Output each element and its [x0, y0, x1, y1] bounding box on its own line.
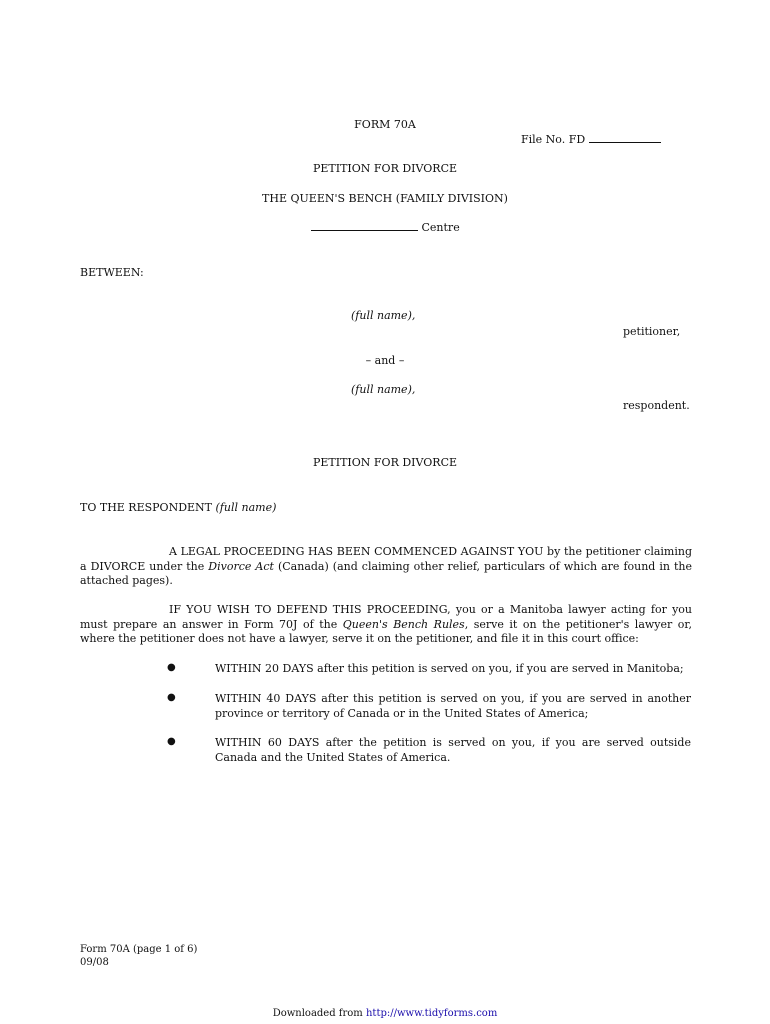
centre-field[interactable]	[311, 221, 418, 231]
to-respondent-prefix: TO THE RESPONDENT	[80, 501, 213, 514]
centre-label: Centre	[421, 221, 460, 234]
para2-text-b: , serve it on the petitioner's lawyer or, where the petitioner does not have a lawyer, serve it on the petitioner, and file it in this court office:	[80, 617, 692, 646]
deadline-item-canada-usa: WITHIN 40 DAYS after this petition is served on you, if you are served in another province or territory of Canada or in the United States of America;	[215, 692, 691, 720]
petitioner-role: petitioner,	[623, 325, 681, 338]
date-code: 09/08	[80, 956, 109, 968]
qb-rules-citation: Queen's Bench Rules	[342, 617, 465, 631]
paragraph-legal-proceeding	[80, 545, 692, 589]
respondent-name-placeholder[interactable]: (full name)	[351, 383, 412, 396]
bullet-icon: ●	[167, 692, 176, 703]
download-link[interactable]: http://www.tidyforms.com	[365, 1008, 498, 1019]
respondent-name: (full name),	[351, 383, 416, 396]
divorce-act-citation: Divorce Act	[208, 559, 274, 573]
page-label: Form 70A (page 1 of 6)	[80, 944, 198, 955]
download-notice	[0, 1008, 770, 1019]
deadline-item-outside: WITHIN 60 DAYS after the petition is served on you, if you are served outside Canada and the United States of America.	[215, 736, 691, 764]
para2-text-a: IF YOU WISH TO DEFEND THIS PROCEEDING, you or a Manitoba lawyer acting for you must prepare an answer in Form 70J of the	[80, 603, 692, 631]
centre-line	[311, 221, 460, 234]
petitioner-name: (full name),	[351, 309, 416, 322]
bullet-icon: ●	[167, 662, 176, 673]
deadline-item-manitoba: WITHIN 20 DAYS after this petition is served on you, if you are served in Manitoba;	[215, 662, 684, 675]
and-separator: – and –	[365, 354, 405, 367]
bullet-icon: ●	[167, 736, 176, 747]
file-number-label: File No. FD	[521, 133, 586, 146]
file-number	[521, 133, 661, 146]
para1-text-b: (Canada) (and claiming other relief, particulars of which are found in the attached pages).	[80, 559, 693, 588]
petition-title: PETITION FOR DIVORCE	[312, 162, 458, 175]
court-name: THE QUEEN'S BENCH (FAMILY DIVISION)	[262, 192, 508, 205]
to-respondent-line	[80, 501, 276, 514]
respondent-role: respondent.	[623, 399, 690, 412]
form-title: FORM 70A	[354, 118, 416, 131]
page-footer	[80, 944, 197, 969]
between-label: BETWEEN:	[80, 266, 144, 279]
paragraph-defend	[80, 603, 692, 647]
download-prefix: Downloaded from	[272, 1008, 363, 1019]
file-number-field[interactable]	[589, 133, 661, 143]
petitioner-name-placeholder[interactable]: (full name)	[351, 309, 412, 322]
section-title: PETITION FOR DIVORCE	[312, 456, 458, 469]
to-respondent-name[interactable]: (full name)	[215, 501, 277, 514]
para1-text-a: A LEGAL PROCEEDING HAS BEEN COMMENCED AGAINST YOU by the petitioner claiming a DIVORCE under the	[80, 545, 692, 573]
